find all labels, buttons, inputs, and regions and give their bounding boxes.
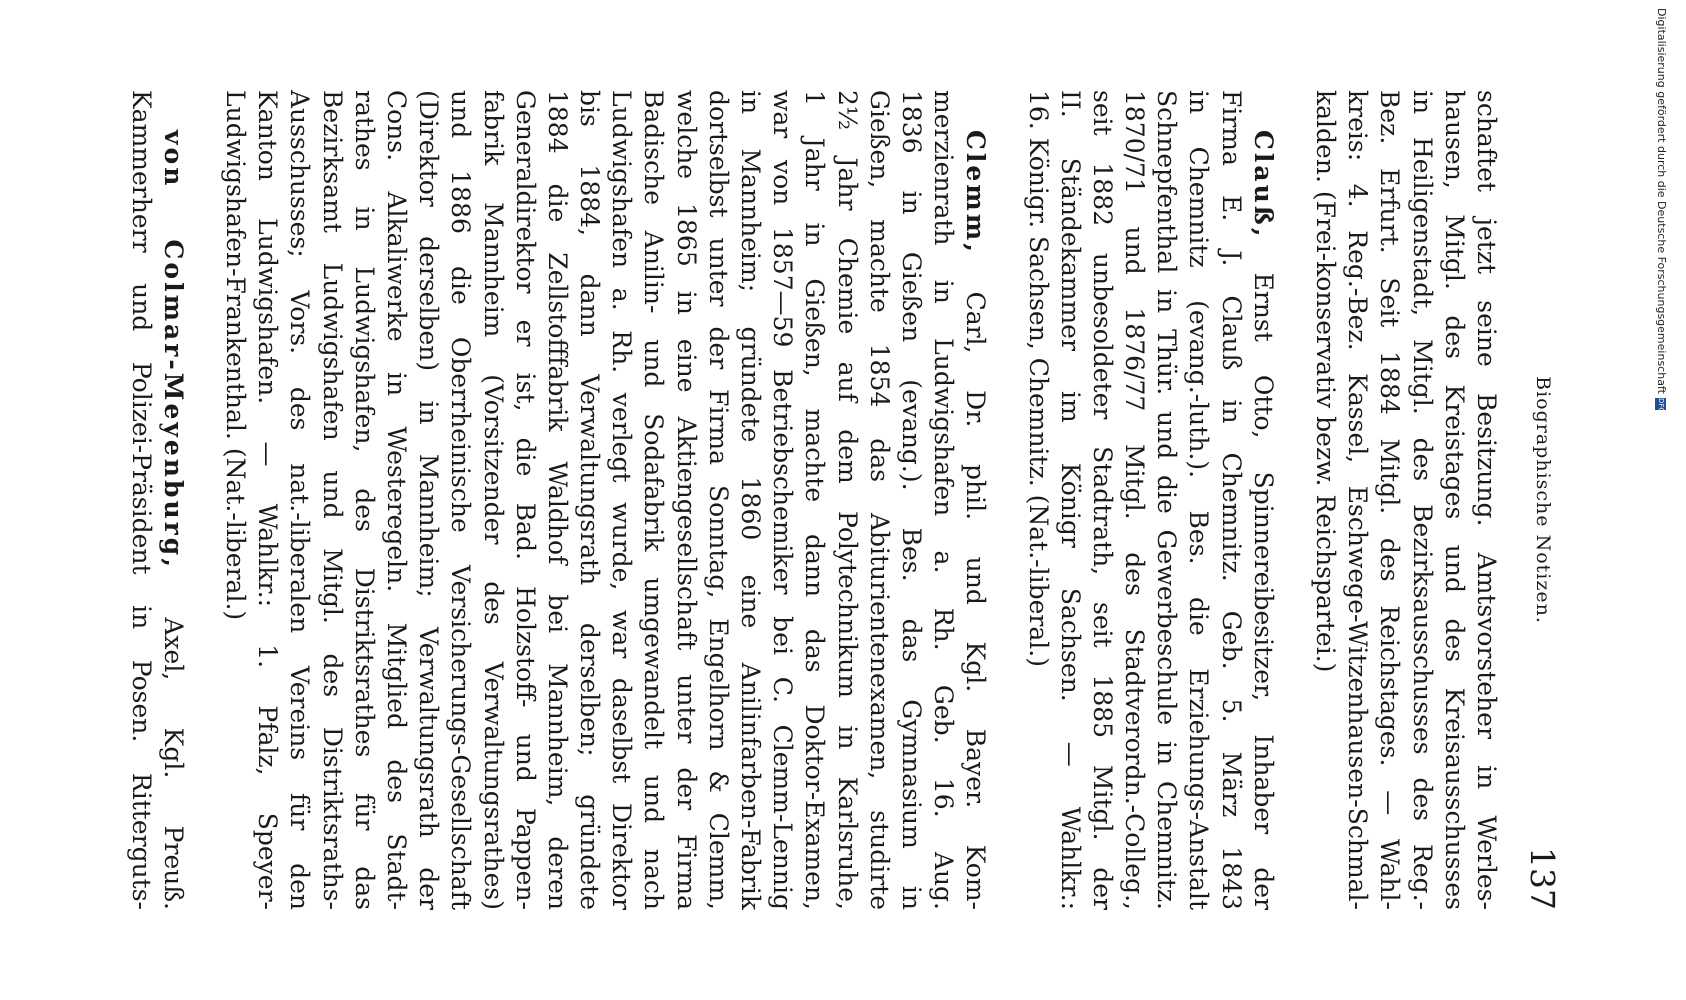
digitization-credit: [1655, 8, 1668, 413]
text-line: [959, 90, 991, 910]
book-page: [120, 90, 1560, 910]
entry-name: Clemm,: [961, 130, 991, 255]
text-line: Badische Anilin- und Sodafabrik umgewandelt und nach: [639, 90, 669, 910]
text-line: fabrik Mannheim (Vorsitzender des Verwaltungsrathes): [478, 90, 508, 910]
page-number: 137: [1523, 847, 1562, 910]
entry-first-line: Ernst Otto, Spinnereibesitzer, Inhaber der: [1248, 272, 1278, 910]
entry-clemm: [219, 90, 992, 910]
text-line: Ludwigshafen-Frankenthal. (Nat.-liberal.): [221, 90, 251, 621]
text-line: 1 Jahr in Gießen, machte dann das Doktor-Examen,: [800, 90, 830, 910]
entry-colmar-meyenburg: [125, 90, 189, 910]
text-line: rathes in Ludwigshafen, des Distriktsrathes für das: [349, 90, 379, 910]
text-line: [1247, 90, 1279, 910]
credit-text: Digitalisierung gefördert durch die Deutsche Forschungsgemeinschaft: [1655, 8, 1668, 394]
text-line: in Heiligenstadt, Mitgl. des Bezirksausschusses des Reg.-: [1407, 90, 1437, 910]
text-line: seit 1882 unbesoldeter Stadtrath, seit 1885 Mitgl. der: [1087, 90, 1117, 910]
text-line: 1884 die Zellstofffabrik Waldhof bei Mannheim, deren: [542, 90, 572, 910]
entry-continuation: [1309, 90, 1502, 910]
entry-name: Clauß,: [1248, 130, 1278, 240]
text-line: [157, 90, 189, 910]
text-line: in Chemnitz (evang.-luth.). Bes. die Erziehungs-Anstalt: [1184, 90, 1214, 910]
text-line: 1836 in Gießen (evang.). Bes. das Gymnasium in: [897, 90, 926, 910]
text-line: in Mannheim; gründete 1860 eine Anilinfarben-Fabrik: [736, 90, 766, 910]
text-line: 1870/71 und 1876/77 Mitgl. des Stadtverordn.-Colleg.,: [1120, 90, 1150, 910]
text-line: Schnepfenthal in Thür. und die Gewerbeschule in Chemnitz.: [1152, 90, 1182, 910]
entry-name: von Colmar-Meyenburg,: [158, 130, 188, 570]
text-line: 16. Königr. Sachsen, Chemnitz. (Nat.-liberal.): [1023, 90, 1053, 667]
running-head: [1520, 90, 1560, 910]
text-line: Gießen, machte 1854 das Abiturientenexamen, studirte: [864, 90, 894, 910]
text-line: Bez. Erfurt. Seit 1884 Mitgl. des Reichstages. — Wahl-: [1375, 90, 1405, 910]
text-line: Bezirksamt Ludwigshafen und Mitgl. des Distriktsraths-: [317, 90, 347, 910]
text-line: dortselbst unter der Firma Sonntag, Engelhorn & Clemm,: [703, 90, 733, 910]
text-line: II. Ständekammer im Königr Sachsen. — Wahlkr.:: [1055, 90, 1085, 910]
text-line: Kanton Ludwigshafen. — Wahlkr.: 1. Pfalz, Speyer-: [253, 90, 283, 910]
text-line: hausen, Mitgl. des Kreistages und des Kreisausschusses: [1439, 90, 1469, 910]
text-line: Firma E. J. Clauß in Chemnitz. Geb. 5. März 1843: [1216, 90, 1246, 910]
text-line: Generaldirektor er ist, die Bad. Holzstoff- und Pappen-: [510, 90, 540, 910]
entry-first-line: Axel, Kgl. Preuß.: [158, 617, 188, 910]
text-line: Kammerherr und Polizei-Präsident in Posen. Ritterguts-: [126, 90, 156, 910]
text-line: Ludwigshafen a. Rh. verlegt wurde, war daselbst Direktor: [607, 90, 637, 910]
text-line: (Direktor derselben) in Mannheim; Verwaltungsrath der: [414, 90, 444, 910]
body-text: [95, 90, 1503, 910]
text-line: bis 1884, dann Verwaltungsrath derselben; gründete: [575, 90, 605, 910]
dfg-logo-icon: DFG: [1657, 397, 1666, 413]
text-line: merzienrath in Ludwigshafen a. Rh. Geb. 16. Aug.: [929, 90, 959, 910]
text-line: Ausschusses; Vors. des nat.-liberalen Vereins für den: [285, 90, 315, 910]
running-title: Biographische Notizen.: [1532, 376, 1554, 624]
text-line: und 1886 die Oberrheinische Versicherungs-Gesellschaft: [446, 90, 476, 910]
text-line: kreis: 4. Reg.-Bez. Kassel, Eschwege-Witzenhausen-Schmal-: [1343, 90, 1373, 910]
text-line: war von 1857—59 Betriebschemiker bei C. Clemm-Lennig: [768, 90, 798, 910]
text-line: welche 1865 in eine Aktiengesellschaft unter der Firma: [671, 90, 701, 910]
entry-clauss: [1021, 90, 1279, 910]
text-line: schaftet jetzt seine Besitzung. Amtsvorsteher in Werles-: [1472, 90, 1501, 910]
entry-first-line: Carl, Dr. phil. und Kgl. Bayer. Kom-: [961, 291, 991, 910]
text-line: 2½ Jahr Chemie auf dem Polytechnikum in Karlsruhe,: [832, 90, 862, 910]
text-line: kalden. (Frei-konservativ bezw. Reichspartei.): [1311, 90, 1341, 673]
text-line: Cons. Alkaliwerke in Westeregeln. Mitglied des Stadt-: [382, 90, 411, 910]
